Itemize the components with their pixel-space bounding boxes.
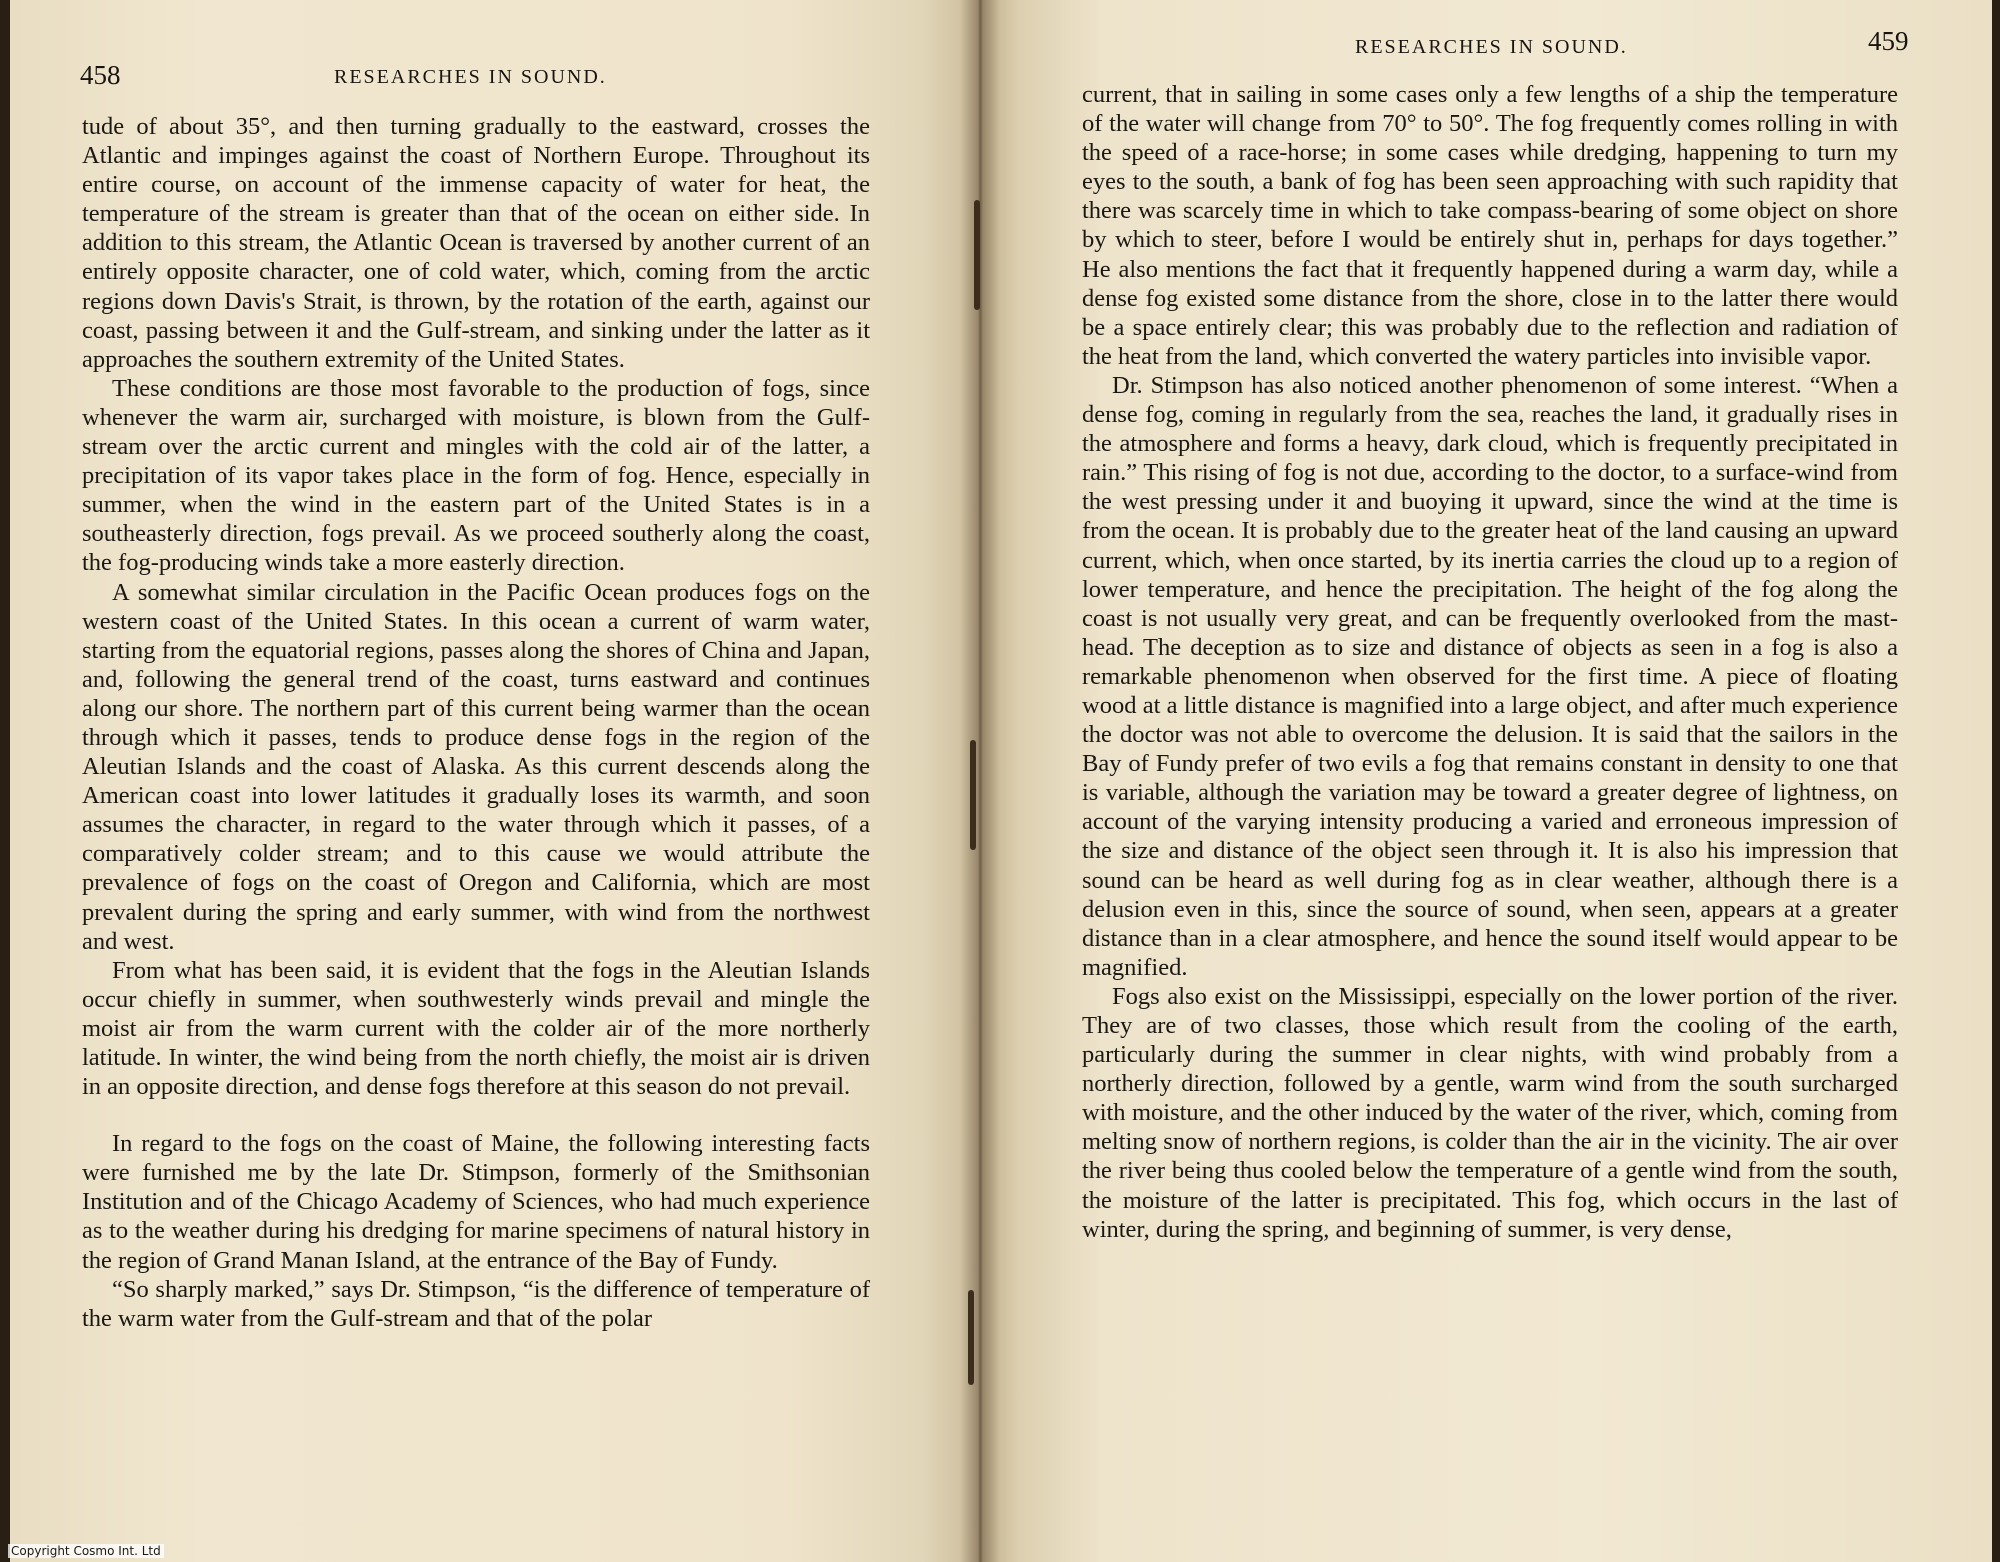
right-page-number: 459 [1868, 26, 1909, 56]
left-running-head: RESEARCHES IN SOUND. [334, 66, 607, 88]
copyright-notice: Copyright Cosmo Int. Ltd [8, 1544, 164, 1558]
binding-thread-bottom [968, 1290, 974, 1385]
book-gutter [960, 0, 1000, 1562]
left-paragraph-3: A somewhat similar circulation in the Pacific Ocean produces fogs on the western coast of the United States. In this ocean a current of warm water, starting from the equatorial regions, passes along the shores of China and Japan, and, following the general trend of the coast, turns eastward and continues along our shore. The northern part of this current being warmer than the ocean through which it passes, tends to produce dense fogs in the region of the Aleutian Islands and the coast of Alaska. As this current descends along the American coast into lower latitudes it gradually loses its warmth, and soon assumes the character, in regard to the water through which it passes, of a comparatively colder stream; and to this cause we would attribute the prevalence of fogs on the coast of Oregon and California, which are most prevalent during the spring and early summer, with wind from the northwest and west. [82, 578, 870, 955]
right-page [980, 0, 1992, 1562]
left-page-number: 458 [80, 60, 121, 90]
right-paragraph-1: current, that in sailing in some cases only a few lengths of a ship the temperature of the water will change from 70° to 50°. The fog frequently comes rolling in with the speed of a race-horse; in some cases while dredging, happening to turn my eyes to the south, a bank of fog has been seen approaching with such rapidity that there was scarcely time in which to take compass-bearing of some object on shore by which to steer, before I would be entirely shut in, perhaps for days together.” He also mentions the fact that it frequently happened during a warm day, while a dense fog existed some distance from the shore, close in to the latter there would be a space entirely clear; this was probably due to the reflection and radiation of the heat from the land, which converted the watery particles into invisible vapor. [1082, 81, 1898, 370]
left-body-text [82, 112, 870, 1333]
left-paragraph-2: These conditions are those most favorable to the production of fogs, since whenever the warm air, surcharged with moisture, is blown from the Gulf-stream over the arctic current and mingles with the cold air of the latter, a precipitation of its vapor takes place in the form of fog. Hence, especially in summer, when the wind in the eastern part of the United States is in a southeasterly direction, fogs prevail. As we proceed southerly along the coast, the fog-producing winds take a more easterly direction. [82, 374, 870, 577]
left-paragraph-1: tude of about 35°, and then turning gradually to the eastward, crosses the Atlantic and impinges against the coast of Northern Europe. Throughout its entire course, on account of the immense capacity of water for heat, the temperature of the stream is greater than that of the ocean on either side. In addition to this stream, the Atlantic Ocean is traversed by another current of an entirely opposite character, one of cold water, which, coming from the arctic regions down Davis's Strait, is thrown, by the rotation of the earth, against our coast, passing between it and the Gulf-stream, and sinking under the latter as it approaches the southern extremity of the United States. [82, 113, 870, 373]
left-paragraph-6: “So sharply marked,” says Dr. Stimpson, “is the difference of temperature of the warm water from the Gulf-stream and that of the polar [82, 1275, 870, 1332]
binding-thread-top [974, 200, 980, 310]
right-paragraph-2: Dr. Stimpson has also noticed another phenomenon of some interest. “When a dense fog, coming in regularly from the sea, reaches the land, it gradually rises in the atmosphere and forms a heavy, dark cloud, which is frequently precipitated in rain.” This rising of fog is not due, according to the doctor, to a surface-wind from the west pressing under it and buoying it upward, since the wind at the time is from the ocean. It is probably due to the greater heat of the land causing an upward current, which, when once started, by its inertia carries the cloud up to a region of lower temperature, and hence the precipitation. The height of the fog along the coast is not usually very great, and can be frequently overlooked from the mast-head. The deception as to size and distance of objects as seen in a fog is also a remarkable phenomenon when observed for the first time. A piece of floating wood at a little distance is magnified into a large object, and after much experience the doctor was not able to overcome the delusion. It is said that the sailors in the Bay of Fundy prefer of two evils a fog that remains constant in density to one that is variable, although the variation may be toward a greater degree of lightness, on account of the varying intensity producing a varied and erroneous impression of the size and distance of the object seen through it. It is also his impression that sound can be heard as well during fog as in clear weather, although there is a delusion even in this, since the source of sound, when seen, appears at a greater distance than in a clear atmosphere, and hence the sound itself would appear to be magnified. [1082, 371, 1898, 981]
left-paragraph-4: From what has been said, it is evident that the fogs in the Aleutian Islands occur chiefly in summer, when southwesterly winds prevail and mingle the moist air from the warm current with the colder air of the more northerly latitude. In winter, the wind being from the north chiefly, the moist air is driven in an opposite direction, and dense fogs therefore at this season do not prevail. [82, 956, 870, 1101]
left-paragraph-5: In regard to the fogs on the coast of Maine, the following interesting facts were furnished me by the late Dr. Stimpson, formerly of the Smithsonian Institution and of the Chicago Academy of Sciences, who had much experience as to the weather during his dredging for marine specimens of natural history in the region of Grand Manan Island, at the entrance of the Bay of Fundy. [82, 1130, 870, 1274]
right-running-head: RESEARCHES IN SOUND. [1355, 36, 1628, 58]
right-body-text [1082, 80, 1898, 1244]
left-page [10, 0, 980, 1562]
binding-thread-middle [970, 740, 976, 850]
right-paragraph-3: Fogs also exist on the Mississippi, especially on the lower portion of the river. They are of two classes, those which result from the cooling of the earth, particularly during the summer in clear nights, with wind probably from a northerly direction, followed by a gentle, warm wind from the south surcharged with moisture, and the other induced by the water of the river, which, coming from melting snow of northern regions, is colder than the air in the vicinity. The air over the river being thus cooled below the temperature of a gentle wind from the south, the moisture of the latter is precipitated. This fog, which occurs in the last of winter, during the spring, and beginning of summer, is very dense, [1082, 982, 1898, 1243]
